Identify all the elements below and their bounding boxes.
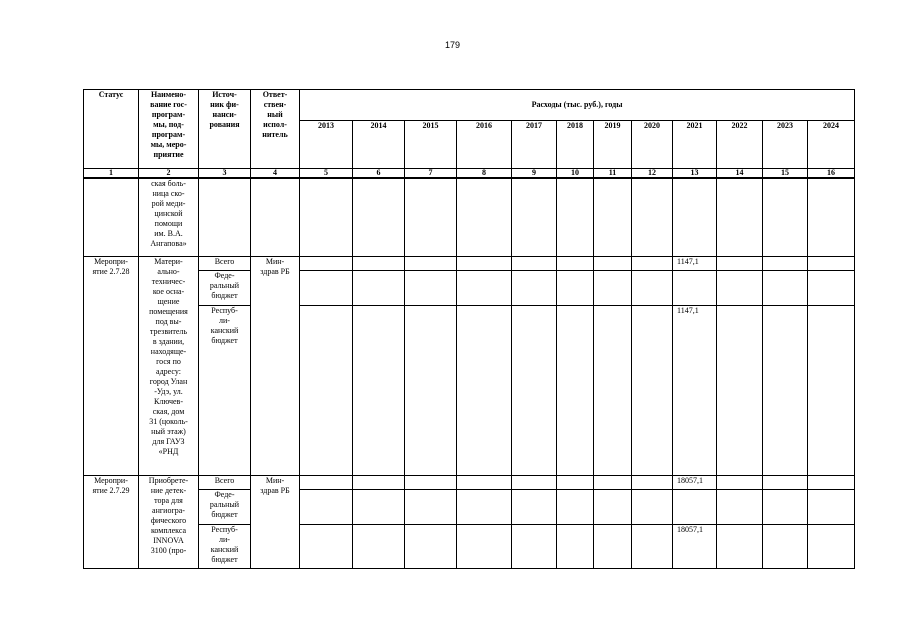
value-cell [457,178,512,256]
value-cell-2021: 18057,1 [673,524,717,568]
value-cell [300,270,353,305]
value-cell [405,256,457,270]
value-cell [808,489,855,524]
value-cell [300,256,353,270]
column-number: 14 [717,169,763,179]
value-cell [405,178,457,256]
value-cell [557,256,594,270]
table-row [84,524,855,568]
table-row [84,256,855,270]
value-cell [632,305,673,475]
value-cell [405,489,457,524]
value-cell [557,524,594,568]
value-cell [763,270,808,305]
column-number: 6 [353,169,405,179]
value-cell [457,489,512,524]
table-row [84,475,855,489]
column-number: 9 [512,169,557,179]
value-cell [405,475,457,489]
value-cell [594,524,632,568]
value-cell [557,270,594,305]
value-cell-2021: 1147,1 [673,256,717,270]
status-cell [84,178,139,256]
header-year: 2016 [457,121,512,169]
header-year: 2018 [557,121,594,169]
value-cell [763,305,808,475]
value-cell [457,524,512,568]
value-cell [353,475,405,489]
value-cell-2021: 18057,1 [673,475,717,489]
column-number: 1 [84,169,139,179]
value-cell [808,178,855,256]
header-year: 2019 [594,121,632,169]
value-cell [557,475,594,489]
value-cell [512,256,557,270]
header-year: 2024 [808,121,855,169]
header-status: Статус [84,90,139,169]
value-cell [353,270,405,305]
value-cell [557,489,594,524]
value-cell [632,178,673,256]
value-cell [512,305,557,475]
program-name-cell: ская боль- ница ско- рой меди- цинской помощи им. В.А. Ангапова» [139,178,199,256]
value-cell [808,475,855,489]
column-number: 3 [199,169,251,179]
value-cell [632,524,673,568]
column-number-row [84,169,855,179]
table-row-continuation [84,178,855,256]
source-cell: Феде- ральный бюджет [199,489,251,524]
value-cell [808,270,855,305]
executor-cell: Мин- здрав РБ [251,475,300,568]
value-cell [300,305,353,475]
value-cell [717,305,763,475]
status-cell: Меропри- ятие 2.7.28 [84,256,139,475]
source-cell: Респуб- ли- канский бюджет [199,524,251,568]
header-year: 2013 [300,121,353,169]
column-number: 5 [300,169,353,179]
value-cell [457,305,512,475]
header-expenses: Расходы (тыс. руб.), годы [300,90,855,121]
column-number: 16 [808,169,855,179]
source-cell: Всего [199,256,251,270]
header-financing-source: Источ- ник фи- нанси- рования [199,90,251,169]
column-number: 11 [594,169,632,179]
value-cell [353,178,405,256]
value-cell [405,270,457,305]
value-cell [808,305,855,475]
value-cell [717,489,763,524]
value-cell [512,489,557,524]
header-year: 2014 [353,121,405,169]
column-number: 4 [251,169,300,179]
value-cell [512,178,557,256]
header-executor: Ответ- ствен- ный испол- нитель [251,90,300,169]
value-cell [632,256,673,270]
value-cell [457,256,512,270]
value-cell [594,256,632,270]
value-cell [405,305,457,475]
program-expenses-table [83,89,855,569]
value-cell [717,524,763,568]
value-cell [632,489,673,524]
value-cell [353,524,405,568]
header-year: 2015 [405,121,457,169]
header-year: 2017 [512,121,557,169]
executor-cell: Мин- здрав РБ [251,256,300,475]
value-cell [353,305,405,475]
value-cell [300,178,353,256]
column-number: 7 [405,169,457,179]
value-cell [457,475,512,489]
value-cell [632,270,673,305]
column-number: 2 [139,169,199,179]
column-number: 15 [763,169,808,179]
value-cell [353,256,405,270]
value-cell [763,256,808,270]
program-name-cell: Матери- ально- техничес- кое осна- щение помещения под вы- трезвитель в здании, находяще- гося по адресу: город Улан -Удэ, ул. Ключев- ская, дом 31 (цоколь- ный этаж) для ГАУЗ «РНД [139,256,199,475]
value-cell-2021: 1147,1 [673,305,717,475]
value-cell [557,305,594,475]
value-cell-2021 [673,270,717,305]
table-row [84,270,855,305]
value-cell [300,475,353,489]
header-program-name: Наимено- вание гос- програм- мы, под- програм- мы, меро- приятие [139,90,199,169]
value-cell [632,475,673,489]
value-cell [717,178,763,256]
value-cell [717,256,763,270]
table-row [84,489,855,524]
table-row [84,305,855,475]
source-cell: Всего [199,475,251,489]
column-number: 13 [673,169,717,179]
value-cell [763,178,808,256]
value-cell [808,256,855,270]
value-cell [457,270,512,305]
value-cell [717,475,763,489]
value-cell-2021 [673,489,717,524]
value-cell [594,475,632,489]
source-cell: Феде- ральный бюджет [199,270,251,305]
value-cell [673,178,717,256]
value-cell [763,475,808,489]
column-number: 10 [557,169,594,179]
value-cell [512,524,557,568]
header-year: 2021 [673,121,717,169]
value-cell [763,524,808,568]
value-cell [557,178,594,256]
header-year: 2023 [763,121,808,169]
value-cell [512,270,557,305]
value-cell [405,524,457,568]
value-cell [512,475,557,489]
program-name-cell: Приобрете- ние детек- тора для ангиогра- фического комплекса INNOVA 3100 (про- [139,475,199,568]
value-cell [594,305,632,475]
executor-cell [251,178,300,256]
value-cell [353,489,405,524]
page-number: 179 [444,40,461,50]
value-cell [594,270,632,305]
value-cell [717,270,763,305]
value-cell [808,524,855,568]
source-cell: Респуб- ли- канский бюджет [199,305,251,475]
value-cell [763,489,808,524]
value-cell [300,524,353,568]
header-year: 2020 [632,121,673,169]
value-cell [594,178,632,256]
column-number: 12 [632,169,673,179]
value-cell [594,489,632,524]
header-year: 2022 [717,121,763,169]
status-cell: Меропри- ятие 2.7.29 [84,475,139,568]
column-number: 8 [457,169,512,179]
source-cell [199,178,251,256]
value-cell [300,489,353,524]
